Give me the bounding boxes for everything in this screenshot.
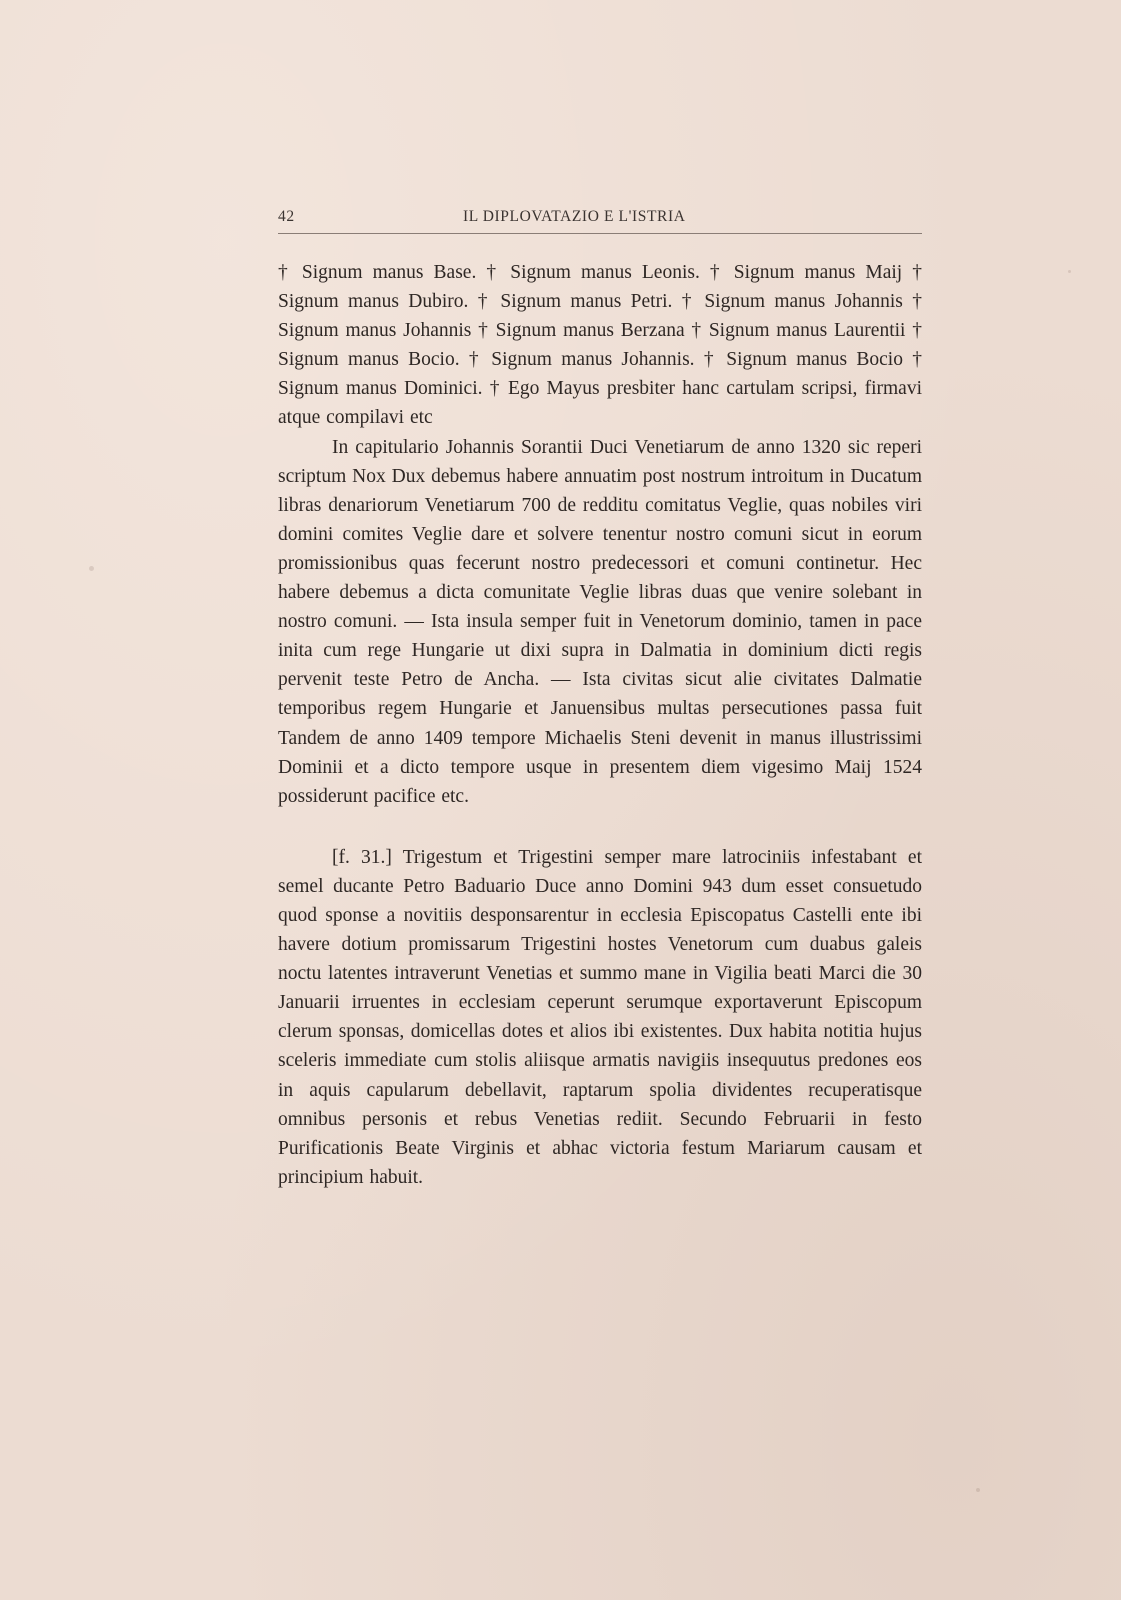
body-text	[278, 258, 922, 1192]
page-number: 42	[278, 208, 295, 225]
book-page	[278, 204, 922, 1192]
paragraph-gap	[278, 811, 922, 843]
paper-spot	[1068, 270, 1071, 273]
running-title: IL DIPLOVATAZIO E L'ISTRIA	[463, 208, 686, 225]
paragraph-signatures: † Signum manus Base. † Signum manus Leonis. † Signum manus Maij † Signum manus Dubiro. † Signum manus Petri. † Signum manus Johannis † Signum manus Johannis † Signum manus Berzana † Signum manus Laurentii † Signum manus Bocio. † Signum manus Johannis. † Signum manus Bocio † Signum manus Dominici. † Ego Mayus presbiter hanc cartulam scripsi, firmavi atque compilavi etc	[278, 262, 922, 429]
paper-spot	[89, 566, 94, 571]
running-head	[278, 204, 922, 232]
header-rule	[278, 233, 922, 234]
paragraph-trigestum: [f. 31.] Trigestum et Trigestini semper mare latrociniis infestabant et semel ducante Petro Baduario Duce anno Domini 943 dum esset consuetudo quod sponse a novitiis desponsarentur in ecclesia Episcopatus Castelli ente ibi havere dotium promissarum Trigestini hostes Venetorum cum duabus galeis noctu latentes intraverunt Venetias et summo mane in Vigilia beati Marci die 30 Januarii irruentes in ecclesiam ceperunt serumque exportaverunt Episcopum clerum sponsas, domicellas dotes et alios ibi existentes. Dux habita notitia hujus sceleris immediate cum stolis aliisque armatis navigiis insequutus predones eos in aquis capularum debellavit, raptarum spolia dividentes recuperatisque omnibus personis et rebus Venetias rediit. Secundo Februarii in festo Purificationis Beate Virginis et abhac victoria festum Mariarum causam et principium habuit.	[278, 846, 922, 1188]
paragraph-capitulario: In capitulario Johannis Sorantii Duci Venetiarum de anno 1320 sic reperi scriptum Nox Dux debemus habere annuatim post nostrum introitum in Ducatum libras denariorum Venetiarum 700 de redditu comitatus Veglie, quas nobiles viri domini comites Veglie dare et solvere tenentur nostro comuni sicut in eorum promissionibus quas fecerunt nostro predecessori et comuni continetur. Hec habere debemus a dicta comunitate Veglie libras duas que venire solebant in nostro comuni. — Ista insula semper fuit in Venetorum dominio, tamen in pace inita cum rege Hungarie ut dixi supra in Dalmatia in dominium dicti regis pervenit teste Petro de Ancha. — Ista civitas sicut alie civitates Dalmatie temporibus regem Hungarie et Januensibus multas persecutiones passa fuit Tandem de anno 1409 tempore Michaelis Steni devenit in manus illustrissimi Dominii et a dicto tempore usque in presentem diem vigesimo Maij 1524 possiderunt pacifice etc.	[278, 436, 922, 807]
paper-spot	[976, 1488, 980, 1492]
